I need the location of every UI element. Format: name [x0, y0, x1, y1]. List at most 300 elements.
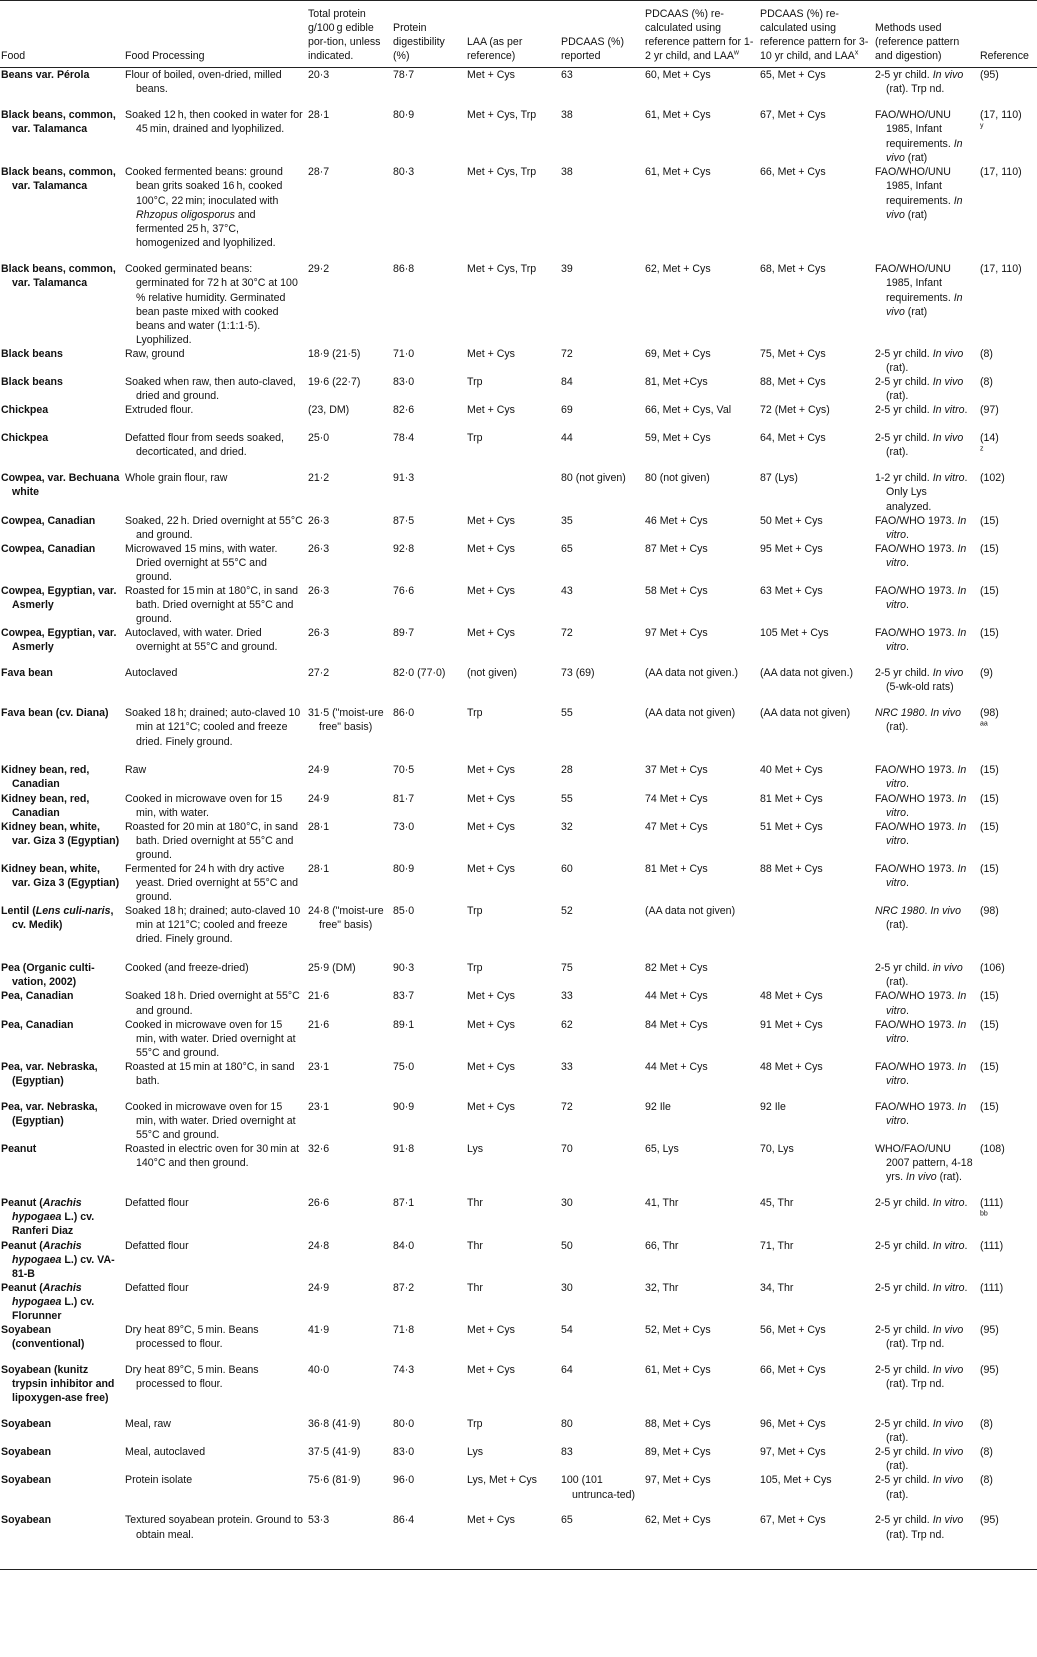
cell-protein	[307, 961, 392, 989]
processing-text: Fermented for 24 h with dry active yeast. Dried overnight at 55°C and ground.	[125, 863, 299, 904]
cell-recalc-3-10	[759, 1018, 874, 1060]
cell-reference	[979, 1281, 1037, 1323]
cell-laa	[466, 1513, 560, 1570]
reference-text: (95)	[980, 1364, 999, 1377]
laa-text: Trp	[467, 376, 483, 389]
cell-laa	[466, 1018, 560, 1060]
laa-text: Met + Cys	[467, 585, 515, 598]
cell-food	[0, 862, 124, 904]
cell-food	[0, 1239, 124, 1281]
digestibility-text: 78·4	[393, 432, 415, 445]
cell-digestibility	[392, 1281, 466, 1323]
cell-processing	[124, 347, 307, 375]
cell-protein	[307, 1239, 392, 1281]
cell-methods	[874, 961, 979, 989]
processing-text: Dry heat 89°C, 5 min. Beans processed to flour.	[125, 1364, 259, 1391]
recalc-3-10-text: 40 Met + Cys	[760, 764, 823, 777]
cell-pdcaas	[560, 514, 644, 542]
digestibility-text: 78·7	[393, 69, 415, 82]
cell-processing	[124, 904, 307, 961]
cell-digestibility	[392, 108, 466, 165]
cell-recalc-1-2	[644, 1445, 759, 1473]
recalc-1-2-text: (AA data not given)	[645, 707, 736, 720]
cell-laa	[466, 347, 560, 375]
digestibility-text: 90·3	[393, 962, 415, 975]
table-row	[0, 514, 1037, 542]
methods-text: NRC 1980. In vivo (rat).	[875, 707, 961, 734]
cell-pdcaas	[560, 1473, 644, 1513]
processing-text: Cooked in microwave oven for 15 min, with water.	[125, 792, 285, 819]
cell-recalc-1-2	[644, 403, 759, 431]
laa-text: Met + Cys, Trp	[467, 263, 537, 276]
recalc-3-10-text: 66, Met + Cys	[760, 166, 826, 179]
cell-reference	[979, 820, 1037, 862]
laa-text: Met + Cys	[467, 764, 515, 777]
methods-text: 2-5 yr child. In vivo (5-wk-old rats)	[875, 667, 964, 694]
cell-protein	[307, 1473, 392, 1513]
reference-text: (15)	[980, 1018, 999, 1031]
food-text: Fava bean (cv. Diana)	[1, 707, 109, 720]
cell-reference	[979, 989, 1037, 1017]
protein-text: 19·6 (22·7)	[308, 376, 361, 389]
protein-text: 29·2	[308, 263, 330, 276]
recalc-3-10-text: 34, Thr	[760, 1281, 794, 1294]
cell-recalc-3-10	[759, 584, 874, 626]
table-row	[0, 431, 1037, 471]
cell-reference	[979, 763, 1037, 791]
cell-methods	[874, 1196, 979, 1238]
processing-text: Meal, autoclaved	[125, 1446, 206, 1459]
cell-recalc-3-10	[759, 706, 874, 763]
cell-processing	[124, 989, 307, 1017]
cell-protein	[307, 431, 392, 471]
processing-text: Whole grain flour, raw	[125, 472, 228, 485]
cell-food	[0, 347, 124, 375]
food-text: Cowpea, Canadian	[1, 514, 96, 527]
processing-text: Cooked germinated beans: germinated for 72 h at 30°C at 100 % relative humidity. Germinated bean paste mixed with cooked beans and water (1:1:1·5). Lyophilized.	[125, 263, 300, 346]
cell-digestibility	[392, 820, 466, 862]
header-digestibility: Protein digestibility (%)	[392, 1, 466, 68]
pdcaas-text: 52	[561, 905, 573, 918]
cell-recalc-3-10	[759, 108, 874, 165]
table-row	[0, 1417, 1037, 1445]
processing-text: Raw, ground	[125, 347, 185, 360]
digestibility-text: 96·0	[393, 1474, 415, 1487]
digestibility-text: 89·1	[393, 1018, 415, 1031]
cell-pdcaas	[560, 431, 644, 471]
methods-text: 2-5 yr child. In vivo (rat). Trp nd.	[875, 69, 964, 96]
laa-text: Thr	[467, 1281, 483, 1294]
cell-protein	[307, 1060, 392, 1100]
protein-text: 26·6	[308, 1197, 330, 1210]
recalc-1-2-text: 62, Met + Cys	[645, 1514, 711, 1527]
food-text: Fava bean	[1, 667, 53, 680]
cell-recalc-3-10	[759, 1281, 874, 1323]
food-text: Pea (Organic culti-vation, 2002)	[1, 962, 95, 989]
cell-pdcaas	[560, 989, 644, 1017]
recalc-3-10-text: 88 Met + Cys	[760, 863, 823, 875]
cell-methods	[874, 471, 979, 513]
cell-reference	[979, 1323, 1037, 1363]
protein-text: 21·6	[308, 990, 330, 1003]
laa-text: Lys, Met + Cys	[467, 1474, 537, 1487]
reference-text: (15)	[980, 820, 999, 833]
cell-recalc-1-2	[644, 1239, 759, 1281]
recalc-1-2-text: 80 (not given)	[645, 472, 710, 485]
cell-laa	[466, 626, 560, 666]
cell-recalc-1-2	[644, 626, 759, 666]
cell-recalc-1-2	[644, 706, 759, 763]
cell-laa	[466, 1142, 560, 1196]
recalc-1-2-text: 37 Met + Cys	[645, 764, 708, 777]
food-text: Black beans	[1, 376, 63, 389]
table-row	[0, 375, 1037, 403]
processing-text: Cooked in microwave oven for 15 min, with water. Dried overnight at 55°C and ground.	[125, 1018, 296, 1059]
cell-recalc-1-2	[644, 1060, 759, 1100]
reference-text: (15)	[980, 764, 999, 777]
cell-pdcaas	[560, 542, 644, 584]
recalc-3-10-text: 68, Met + Cys	[760, 263, 826, 276]
cell-reference	[979, 1018, 1037, 1060]
cell-protein	[307, 763, 392, 791]
table-row	[0, 1323, 1037, 1363]
cell-food	[0, 706, 124, 763]
recalc-3-10-text: 63 Met + Cys	[760, 585, 823, 598]
cell-laa	[466, 792, 560, 820]
cell-food	[0, 626, 124, 666]
reference-text: (15)	[980, 627, 999, 640]
table-row	[0, 1363, 1037, 1417]
cell-recalc-3-10	[759, 1323, 874, 1363]
digestibility-text: 85·0	[393, 905, 415, 918]
cell-reference	[979, 347, 1037, 375]
cell-laa	[466, 1281, 560, 1323]
laa-text: Met + Cys	[467, 514, 515, 527]
table-body	[0, 68, 1037, 1570]
cell-laa	[466, 1363, 560, 1417]
cell-processing	[124, 584, 307, 626]
processing-text: Defatted flour from seeds soaked, decorticated, and dried.	[125, 432, 284, 459]
laa-text: Trp	[467, 1418, 483, 1431]
recalc-3-10-text: 105 Met + Cys	[760, 627, 829, 640]
recalc-1-2-text: 44 Met + Cys	[645, 1060, 708, 1073]
recalc-1-2-text: 88, Met + Cys	[645, 1418, 711, 1431]
cell-methods	[874, 514, 979, 542]
pdcaas-text: 63	[561, 69, 573, 82]
table-row	[0, 1060, 1037, 1100]
digestibility-text: 84·0	[393, 1239, 415, 1252]
digestibility-text: 83·0	[393, 1446, 415, 1459]
cell-laa	[466, 1445, 560, 1473]
pdcaas-text: 55	[561, 792, 573, 805]
cell-protein	[307, 471, 392, 513]
reference-text: (15)	[980, 863, 999, 875]
table-row	[0, 542, 1037, 584]
methods-text: FAO/WHO 1973. In vitro.	[875, 1018, 967, 1045]
cell-laa	[466, 989, 560, 1017]
table-row	[0, 108, 1037, 165]
reference-text: (15)	[980, 990, 999, 1003]
protein-text: 26·3	[308, 514, 330, 527]
recalc-3-10-text: 56, Met + Cys	[760, 1324, 826, 1337]
cell-methods	[874, 262, 979, 347]
reference-text: (15)	[980, 1100, 999, 1113]
reference-text: (98)	[980, 905, 999, 918]
cell-methods	[874, 1239, 979, 1281]
cell-methods	[874, 792, 979, 820]
protein-text: 21·6	[308, 1018, 330, 1031]
cell-laa	[466, 1473, 560, 1513]
table-row	[0, 706, 1037, 763]
cell-protein	[307, 1513, 392, 1570]
cell-reference	[979, 542, 1037, 584]
cell-recalc-3-10	[759, 1239, 874, 1281]
cell-protein	[307, 347, 392, 375]
cell-digestibility	[392, 1060, 466, 1100]
food-text: Chickpea	[1, 404, 49, 417]
cell-laa	[466, 1417, 560, 1445]
laa-text: Met + Cys	[467, 1018, 515, 1031]
cell-food	[0, 1323, 124, 1363]
cell-digestibility	[392, 1513, 466, 1570]
table-row	[0, 471, 1037, 513]
cell-pdcaas	[560, 262, 644, 347]
laa-text: Met + Cys	[467, 863, 515, 875]
table-row	[0, 1100, 1037, 1142]
table-row	[0, 262, 1037, 347]
processing-text: Flour of boiled, oven-dried, milled beans.	[125, 69, 282, 96]
pdcaas-text: 75	[561, 962, 573, 975]
cell-reference	[979, 584, 1037, 626]
cell-pdcaas	[560, 961, 644, 989]
cell-reference	[979, 1513, 1037, 1570]
cell-recalc-3-10	[759, 989, 874, 1017]
methods-text: 2-5 yr child. In vivo (rat). Trp nd.	[875, 1514, 964, 1541]
reference-text: (102)	[980, 472, 1005, 485]
cell-recalc-1-2	[644, 1281, 759, 1323]
recalc-1-2-text: 32, Thr	[645, 1281, 679, 1294]
recalc-1-2-text: 89, Met + Cys	[645, 1446, 711, 1459]
reference-text: (15)	[980, 792, 999, 805]
cell-protein	[307, 989, 392, 1017]
cell-protein	[307, 626, 392, 666]
cell-methods	[874, 1513, 979, 1570]
food-text: Soyabean (conventional)	[1, 1324, 85, 1351]
pdcaas-text: 72	[561, 347, 573, 360]
food-text: Kidney bean, red, Canadian	[1, 792, 90, 819]
digestibility-text: 86·4	[393, 1514, 415, 1527]
cell-processing	[124, 542, 307, 584]
protein-text: 32·6	[308, 1143, 330, 1156]
table-row	[0, 1196, 1037, 1238]
reference-text: (97)	[980, 404, 999, 417]
methods-text: FAO/WHO/UNU 1985, Infant requirements. In vivo (rat)	[875, 166, 963, 221]
protein-text: 24·9	[308, 1281, 330, 1294]
recalc-3-10-text: 75, Met + Cys	[760, 347, 826, 360]
cell-pdcaas	[560, 403, 644, 431]
table-row	[0, 792, 1037, 820]
recalc-3-10-text: 92 Ile	[760, 1100, 786, 1113]
cell-processing	[124, 1445, 307, 1473]
recalc-3-10-text: 105, Met + Cys	[760, 1474, 832, 1487]
protein-text: 28·1	[308, 109, 330, 122]
cell-processing	[124, 666, 307, 706]
cell-protein	[307, 1281, 392, 1323]
header-food: Food	[0, 1, 124, 68]
cell-recalc-3-10	[759, 961, 874, 989]
cell-reference	[979, 1100, 1037, 1142]
cell-methods	[874, 820, 979, 862]
header-recalc-3-10-text: PDCAAS (%) re-calculated using reference pattern for 3-10 yr child, and LAA	[760, 8, 869, 63]
cell-pdcaas	[560, 706, 644, 763]
protein-text: 21·2	[308, 472, 330, 485]
food-text: Black beans	[1, 347, 63, 360]
cell-processing	[124, 262, 307, 347]
processing-text: Roasted for 20 min at 180°C, in sand bath. Dried overnight at 55°C and ground.	[125, 820, 299, 861]
pdcaas-text: 33	[561, 1060, 573, 1073]
recalc-3-10-text: 71, Thr	[760, 1239, 794, 1252]
digestibility-text: 86·0	[393, 707, 415, 720]
cell-reference	[979, 1060, 1037, 1100]
cell-protein	[307, 514, 392, 542]
pdcaas-text: 100 (101 untrunca-ted)	[561, 1474, 636, 1501]
cell-food	[0, 403, 124, 431]
methods-text: 2-5 yr child. In vivo (rat).	[875, 376, 964, 403]
cell-recalc-3-10	[759, 431, 874, 471]
cell-digestibility	[392, 347, 466, 375]
cell-laa	[466, 471, 560, 513]
laa-text: (not given)	[467, 667, 518, 680]
cell-protein	[307, 1363, 392, 1417]
cell-pdcaas	[560, 165, 644, 262]
table-header-row	[0, 1, 1037, 68]
cell-protein	[307, 542, 392, 584]
digestibility-text: 80·9	[393, 109, 415, 122]
cell-pdcaas	[560, 1281, 644, 1323]
cell-processing	[124, 1060, 307, 1100]
methods-text: 2-5 yr child. In vivo (rat).	[875, 347, 964, 375]
cell-reference	[979, 431, 1037, 471]
recalc-1-2-text: (AA data not given)	[645, 905, 736, 918]
digestibility-text: 83·7	[393, 990, 415, 1003]
recalc-3-10-text: (AA data not given.)	[760, 667, 854, 680]
cell-digestibility	[392, 904, 466, 961]
processing-text: Defatted flour	[125, 1281, 189, 1294]
cell-processing	[124, 431, 307, 471]
cell-recalc-1-2	[644, 165, 759, 262]
pdcaas-text: 80 (not given)	[561, 472, 626, 485]
cell-food	[0, 792, 124, 820]
recalc-3-10-text: 50 Met + Cys	[760, 514, 823, 527]
food-text: Pea, var. Nebraska, (Egyptian)	[1, 1060, 98, 1088]
cell-processing	[124, 1196, 307, 1238]
protein-text: 24·9	[308, 792, 330, 805]
laa-text: Lys	[467, 1446, 484, 1459]
processing-text: Roasted at 15 min at 180°C, in sand bath.	[125, 1060, 295, 1088]
cell-methods	[874, 1417, 979, 1445]
digestibility-text: 86·8	[393, 263, 415, 276]
reference-text: (8)	[980, 1418, 993, 1431]
cell-methods	[874, 165, 979, 262]
cell-pdcaas	[560, 1445, 644, 1473]
cell-recalc-3-10	[759, 1060, 874, 1100]
cell-methods	[874, 431, 979, 471]
cell-pdcaas	[560, 1239, 644, 1281]
recalc-1-2-text: 97, Met + Cys	[645, 1474, 711, 1487]
processing-text: Soaked 18 h. Dried overnight at 55°C and ground.	[125, 990, 300, 1017]
methods-text: 2-5 yr child. In vivo (rat). Trp nd.	[875, 1324, 964, 1351]
cell-digestibility	[392, 375, 466, 403]
table-row	[0, 1513, 1037, 1570]
digestibility-text: 90·9	[393, 1100, 415, 1113]
cell-food	[0, 431, 124, 471]
cell-reference	[979, 471, 1037, 513]
table-row	[0, 1142, 1037, 1196]
cell-processing	[124, 165, 307, 262]
cell-recalc-1-2	[644, 108, 759, 165]
cell-digestibility	[392, 165, 466, 262]
methods-text: 1-2 yr child. In vitro. Only Lys analyzed.	[875, 472, 968, 513]
cell-recalc-3-10	[759, 1513, 874, 1570]
cell-pdcaas	[560, 1417, 644, 1445]
recalc-3-10-text: 95 Met + Cys	[760, 542, 823, 555]
laa-text: Lys	[467, 1143, 484, 1156]
cell-recalc-3-10	[759, 403, 874, 431]
cell-protein	[307, 792, 392, 820]
pdcaas-text: 54	[561, 1324, 573, 1337]
cell-recalc-1-2	[644, 1100, 759, 1142]
cell-reference	[979, 1445, 1037, 1473]
header-reference: Reference	[979, 1, 1037, 68]
cell-pdcaas	[560, 1142, 644, 1196]
pdcaas-text: 39	[561, 263, 573, 276]
cell-pdcaas	[560, 763, 644, 791]
processing-text: Roasted for 15 min at 180°C, in sand bath. Dried overnight at 55°C and ground.	[125, 585, 299, 626]
recalc-3-10-text: 72 (Met + Cys)	[760, 404, 830, 417]
recalc-3-10-text: 66, Met + Cys	[760, 1364, 826, 1377]
processing-text: Cooked in microwave oven for 15 min, with water. Dried overnight at 55°C and ground.	[125, 1100, 296, 1142]
cell-processing	[124, 375, 307, 403]
cell-recalc-3-10	[759, 165, 874, 262]
cell-recalc-3-10	[759, 1445, 874, 1473]
recalc-1-2-text: 61, Met + Cys	[645, 109, 711, 122]
recalc-1-2-text: 66, Met + Cys, Val	[645, 404, 732, 417]
cell-digestibility	[392, 1239, 466, 1281]
cell-methods	[874, 989, 979, 1017]
pdcaas-text: 28	[561, 764, 573, 777]
cell-recalc-3-10	[759, 792, 874, 820]
reference-text: (95)	[980, 1324, 999, 1337]
methods-text: 2-5 yr child. In vitro.	[875, 404, 968, 417]
laa-text: Met + Cys	[467, 820, 515, 833]
methods-text: FAO/WHO 1973. In vitro.	[875, 990, 967, 1017]
pdcaas-text: 73 (69)	[561, 667, 595, 680]
cell-recalc-1-2	[644, 68, 759, 109]
cell-recalc-3-10	[759, 471, 874, 513]
cell-recalc-1-2	[644, 1323, 759, 1363]
cell-protein	[307, 1417, 392, 1445]
cell-laa	[466, 666, 560, 706]
methods-text: 2-5 yr child. In vitro.	[875, 1281, 968, 1294]
recalc-1-2-text: 65, Lys	[645, 1143, 679, 1156]
cell-processing	[124, 1018, 307, 1060]
processing-text: Soaked 18 h; drained; auto-claved 10 min at 121°C; cooled and freeze dried. Finely ground.	[125, 707, 303, 748]
cell-protein	[307, 403, 392, 431]
cell-digestibility	[392, 989, 466, 1017]
protein-text: 27·2	[308, 667, 330, 680]
reference-text: (111)	[980, 1239, 1004, 1252]
cell-processing	[124, 514, 307, 542]
